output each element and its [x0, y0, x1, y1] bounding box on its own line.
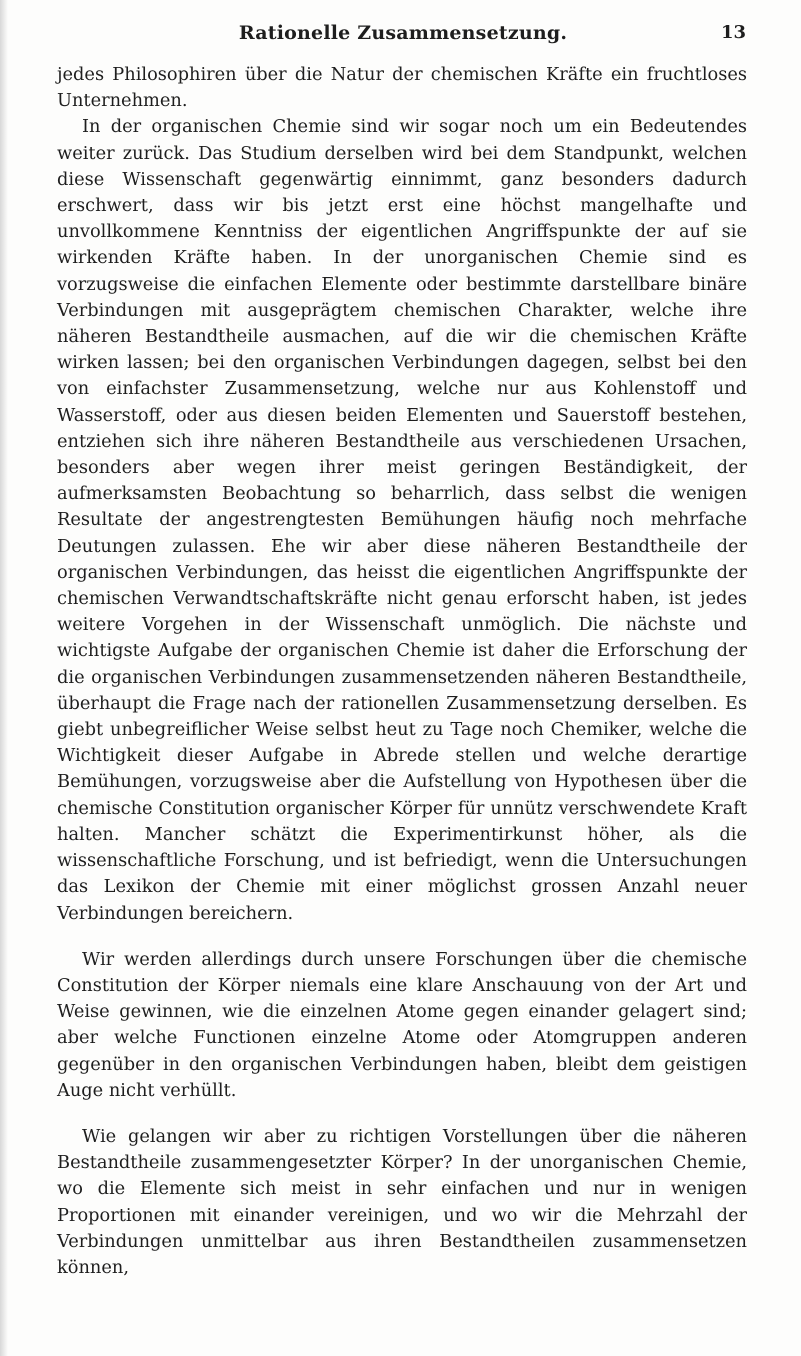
running-header — [60, 22, 746, 52]
page-number: 13 — [720, 22, 746, 43]
page-binding-shadow — [0, 0, 8, 1356]
paragraph-continuation: jedes Philosophiren über die Natur der chemischen Kräfte ein fruchtloses Unternehmen. — [57, 64, 747, 112]
running-title: Rationelle Zusammensetzung. — [238, 22, 568, 44]
paragraph-organic-chemistry: In der organischen Chemie sind wir sogar noch um ein Bedeutendes weiter zurück. Das Studium derselben wird bei dem Standpunkt, welchen diese Wissenschaft gegenwärtig einnimmt, ganz besonders dadurch erschwert, dass wir bis jetzt erst eine höchst mangelhafte und unvollkommene Kenntniss der eigentlichen Angriffspunkte der auf sie wirkenden Kräfte haben. In der unorganischen Chemie sind es vorzugsweise die einfachen Elemente oder bestimmte darstellbare binäre Verbindungen mit ausgeprägtem chemischen Charakter, welche ihre näheren Bestandtheile ausmachen, auf die wir die chemischen Kräfte wirken lassen; bei den organischen Verbindungen dagegen, selbst bei den von einfachster Zusammensetzung, welche nur aus Kohlenstoff und Wasserstoff, oder aus diesen beiden Elementen und Sauerstoff bestehen, entziehen sich ihre näheren Bestandtheile aus verschiedenen Ursachen, besonders aber wegen ihrer meist geringen Beständigkeit, der aufmerksamsten Beobachtung so beharrlich, dass selbst die wenigen Resultate der angestrengtesten Bemühungen häufig noch mehrfache Deutungen zulassen. Ehe wir aber diese näheren Bestandtheile der organischen Verbindungen, das heisst die eigentlichen Angriffspunkte der chemischen Verwandtschaftskräfte nicht genau erforscht haben, ist jedes weitere Vorgehen in der Wissenschaft unmöglich. Die nächste und wichtigste Aufgabe der organischen Chemie ist daher die Erforschung der die organischen Verbindungen zusammensetzenden näheren Bestandtheile, überhaupt die Frage nach der rationellen Zusammensetzung derselben. Es giebt unbegreiflicher Weise selbst heut zu Tage noch Chemiker, welche die Wichtigkeit dieser Aufgabe in Abrede stellen und welche derartige Bemühungen, vorzugsweise aber die Aufstellung von Hypothesen über die chemische Constitution organischer Körper für unnütz verschwendete Kraft halten. Mancher schätzt die Experimentirkunst höher, als die wissenschaftliche Forschung, und ist befriedigt, wenn die Untersuchungen das Lexikon der Chemie mit einer möglichst grossen Anzahl neuer Verbindungen bereichern. — [57, 116, 747, 924]
body-text — [57, 62, 747, 1281]
paragraph-correct-ideas: Wie gelangen wir aber zu richtigen Vorstellungen über die näheren Bestandtheile zusammengesetzter Körper? In der unorganischen Chemie, wo die Elemente sich meist in sehr einfachen und nur in wenigen Proportionen mit einander vereinigen, und wo wir die Mehrzahl der Verbindungen unmittelbar aus ihren Bestandtheilen zusammensetzen können, — [57, 1125, 747, 1278]
paragraph-constitution: Wir werden allerdings durch unsere Forschungen über die chemische Constitution der Körper niemals eine klare Anschauung von der Art und Weise gewinnen, wie die einzelnen Atome gegen einander gelagert sind; aber welche Functionen einzelne Atome oder Atomgruppen anderen gegenüber in den organischen Verbindungen haben, bleibt dem geistigen Auge nicht verhüllt. — [57, 948, 747, 1101]
